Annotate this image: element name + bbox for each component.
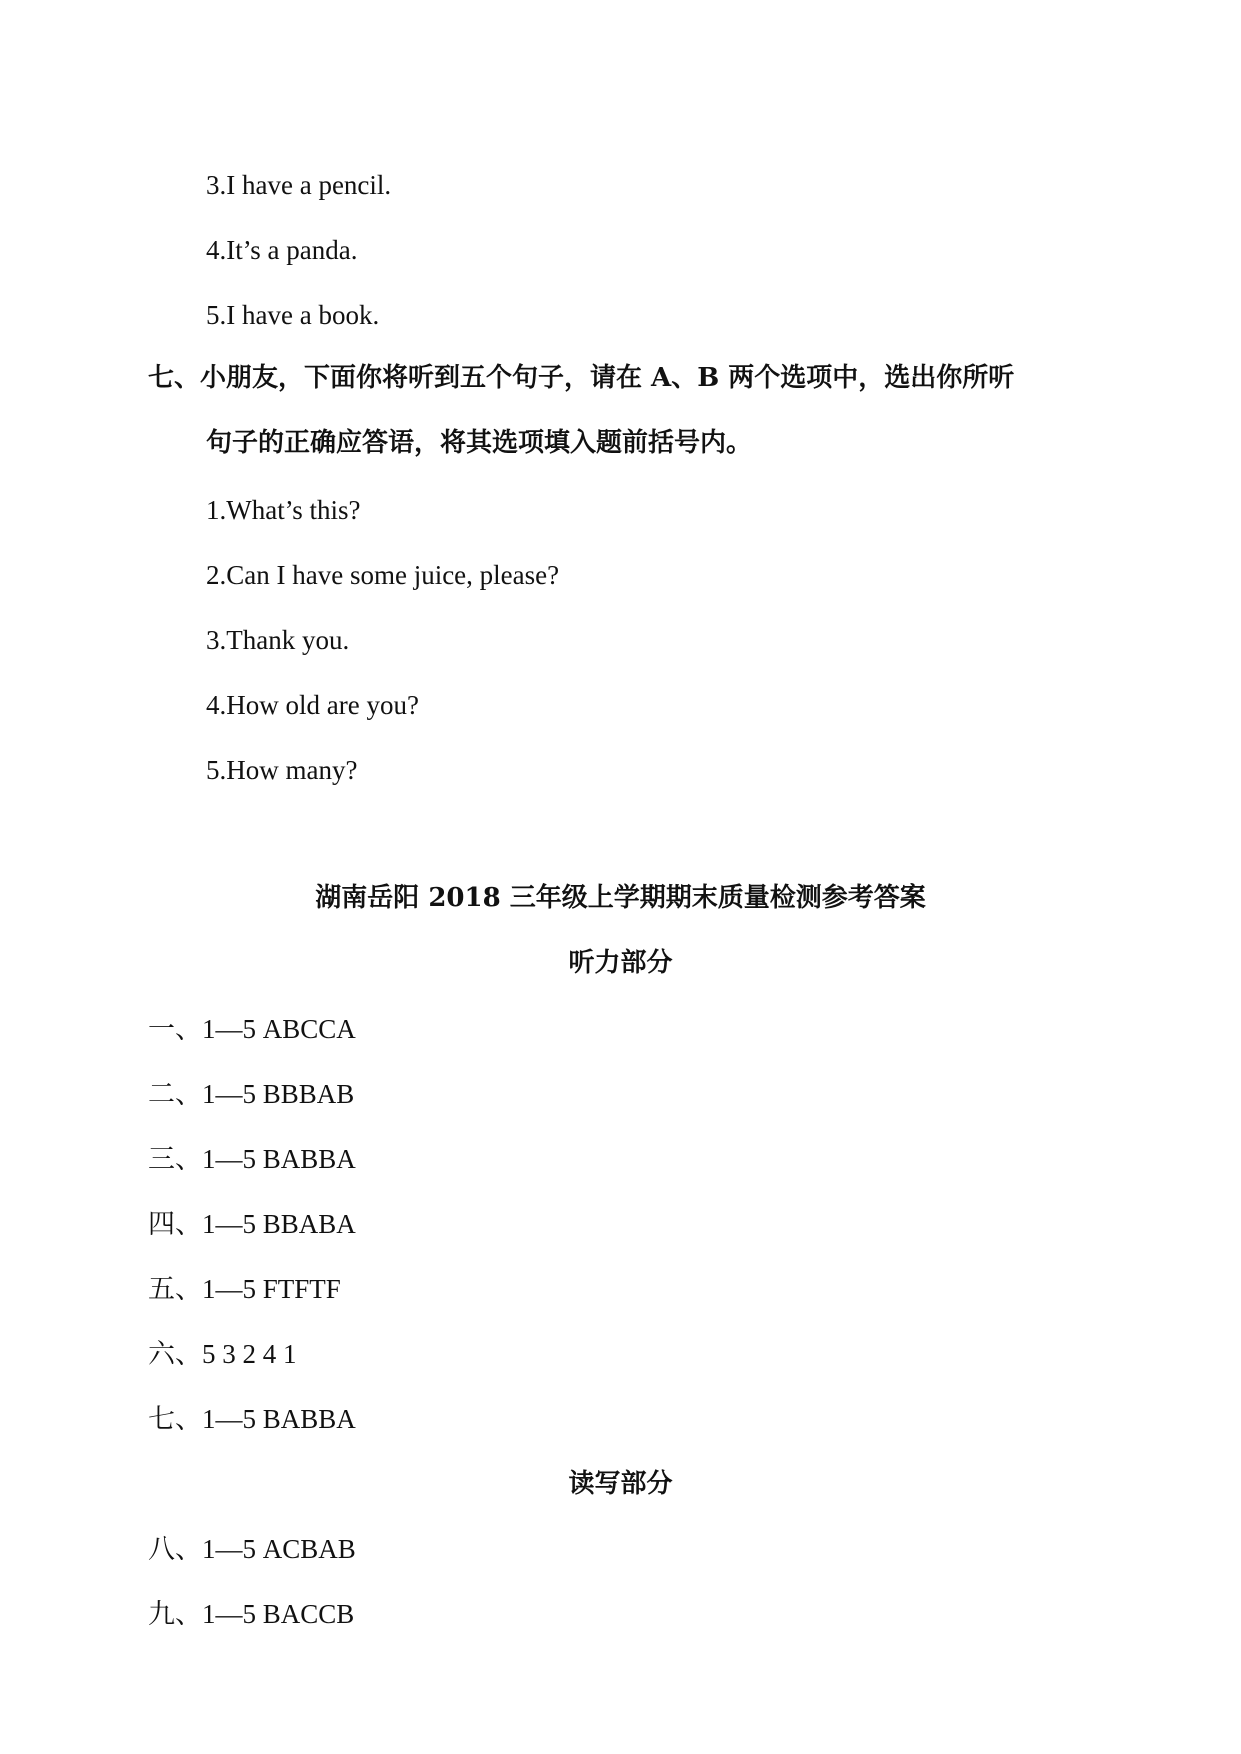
answer-line: 四、1—5 BBABA xyxy=(148,1209,356,1239)
section-7-heading-continued: 句子的正确应答语，将其选项填入题前括号内。 xyxy=(206,428,753,458)
answer-line: 二、1—5 BBBAB xyxy=(148,1079,355,1109)
listening-heading: 听力部分 xyxy=(568,948,673,978)
script-line: 4.It’s a panda. xyxy=(206,235,358,265)
section-7-item: 3.Thank you. xyxy=(206,625,350,655)
script-line: 3.I have a pencil. xyxy=(206,170,392,200)
answer-line: 三、1—5 BABBA xyxy=(148,1144,356,1174)
answer-line: 八、1—5 ACBAB xyxy=(148,1534,356,1564)
section-7-heading: 七、小朋友，下面你将听到五个句子，请在 A、B 两个选项中，选出你所听 xyxy=(148,363,1015,393)
section-7-item: 4.How old are you? xyxy=(206,690,419,720)
section-7-item: 5.How many? xyxy=(206,755,358,785)
answer-line: 七、1—5 BABBA xyxy=(148,1404,356,1434)
answer-line: 一、1—5 ABCCA xyxy=(148,1014,356,1044)
answer-line: 九、1—5 BACCB xyxy=(148,1599,355,1629)
answer-key-title: 湖南岳阳 2018 三年级上学期期末质量检测参考答案 xyxy=(315,883,926,913)
answer-line: 六、5 3 2 4 1 xyxy=(148,1339,297,1369)
script-line: 5.I have a book. xyxy=(206,300,380,330)
answer-line: 五、1—5 FTFTF xyxy=(148,1274,341,1304)
reading-writing-heading: 读写部分 xyxy=(568,1469,673,1499)
section-7-item: 1.What’s this? xyxy=(206,495,361,525)
section-7-item: 2.Can I have some juice, please? xyxy=(206,560,560,590)
